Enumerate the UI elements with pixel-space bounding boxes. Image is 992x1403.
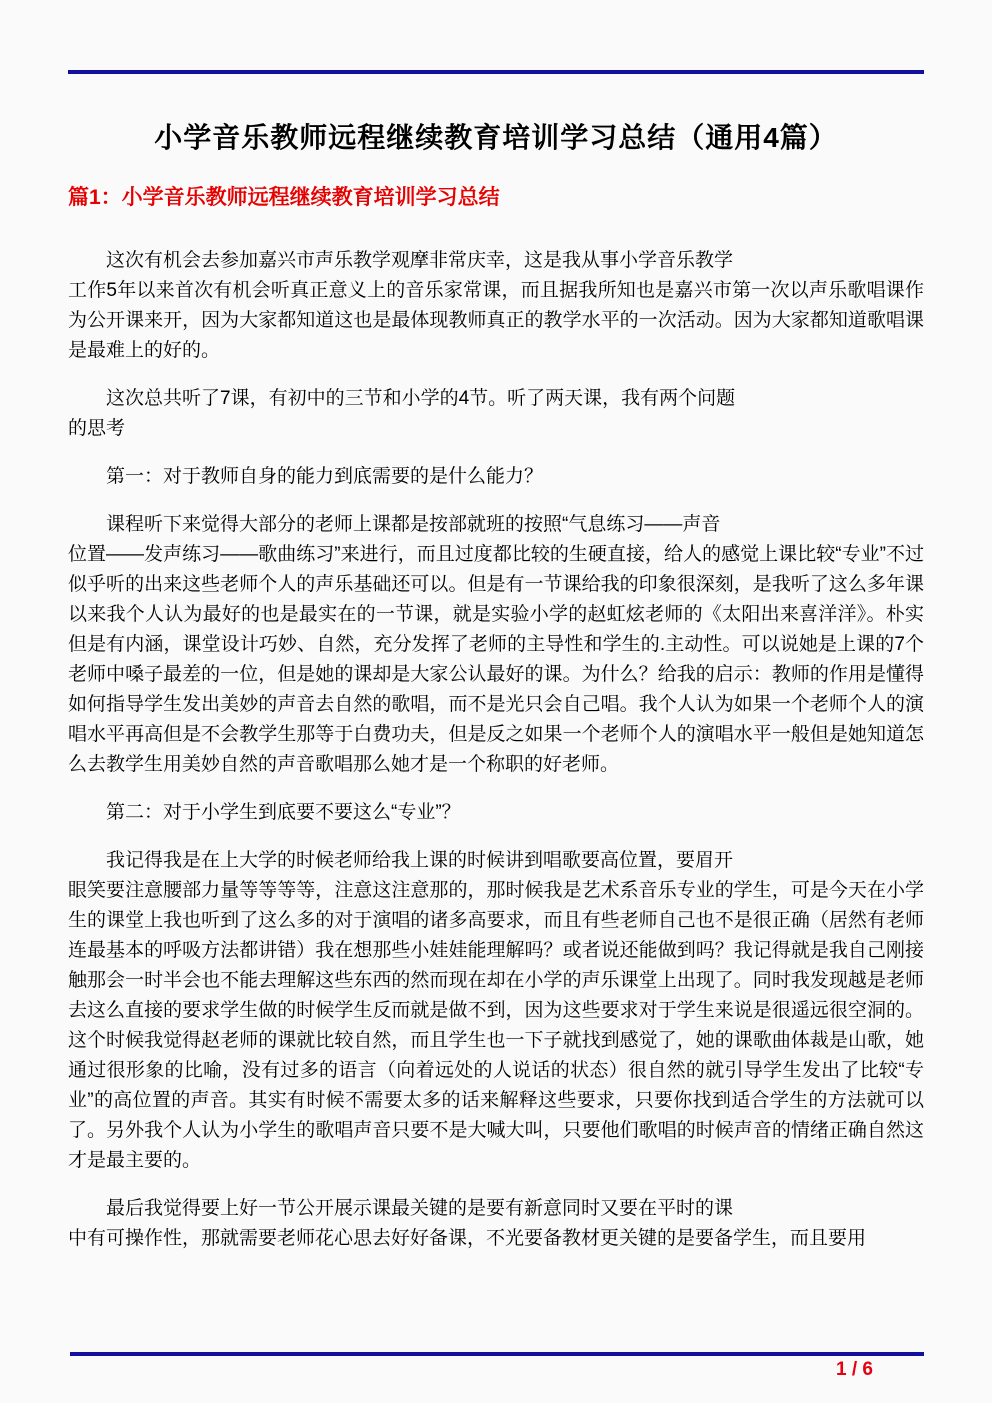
paragraph-rest: 中有可操作性，那就需要老师花心思去好好备课，不光要备教材更关键的是要备学生，而且要用 [68, 1228, 867, 1249]
paragraph-rest: 工作5年以来首次有机会听真正意义上的音乐家常课，而且据我所知也是嘉兴市第一次以声乐歌唱课作为公开课来开，因为大家都知道这也是最体现教师真正的教学水平的一次活动。因为大家都知道歌唱课是最难上的好的。 [68, 280, 924, 361]
paragraph [68, 462, 924, 492]
paragraph [68, 1194, 924, 1254]
paragraph-first-line: 我记得我是在上大学的时候老师给我上课的时候讲到唱歌要高位置，要眉开 [106, 850, 734, 871]
paragraph-first-line: 第一：对于教师自身的能力到底需要的是什么能力？ [106, 466, 544, 487]
document-content [68, 74, 924, 1272]
paragraph-first-line: 最后我觉得要上好一节公开展示课最关键的是要有新意同时又要在平时的课 [106, 1198, 734, 1219]
bottom-divider [70, 1352, 924, 1356]
paragraph-first-line: 这次总共听了7课，有初中的三节和小学的4节。听了两天课，我有两个问题 [106, 388, 736, 409]
paragraph [68, 798, 924, 828]
paragraph [68, 846, 924, 1176]
paragraph-first-line: 这次有机会去参加嘉兴市声乐教学观摩非常庆幸，这是我从事小学音乐教学 [106, 250, 734, 271]
paragraph-rest: 位置——发声练习——歌曲练习”来进行，而且过度都比较的生硬直接，给人的感觉上课比较“专业”不过似乎听的出来这些老师个人的声乐基础还可以。但是有一节课给我的印象很深刻，是我听了这么多年课以来我个人认为最好的也是最实在的一节课，就是实验小学的赵虹炫老师的《太阳出来喜洋洋》。朴实但是有内涵，课堂设计巧妙、自然，充分发挥了老师的主导性和学生的.主动性。可以说她是上课的7个老师中嗓子最差的一位，但是她的课却是大家公认最好的课。为什么？给我的启示：教师的作用是懂得如何指导学生发出美妙的声音去自然的歌唱，而不是光只会自己唱。我个人认为如果一个老师个人的演唱水平再高但是不会教学生那等于白费功夫，但是反之如果一个老师个人的演唱水平一般但是她知道怎么去教学生用美妙自然的声音歌唱那么她才是一个称职的好老师。 [68, 544, 924, 775]
paragraph-first-line: 课程听下来觉得大部分的老师上课都是按部就班的按照“气息练习——声音 [106, 514, 721, 535]
paragraph-rest: 的思考 [68, 418, 126, 439]
paragraph [68, 384, 924, 444]
body-text [68, 246, 924, 1254]
paragraph [68, 246, 924, 366]
paragraph-rest: 眼笑要注意腰部力量等等等等，注意这注意那的，那时候我是艺术系音乐专业的学生，可是今天在小学生的课堂上我也听到了这么多的对于演唱的诸多高要求，而且有些老师自己也不是很正确（居然有老师连最基本的呼吸方法都讲错）我在想那些小娃娃能理解吗？或者说还能做到吗？我记得就是我自己刚接触那会一时半会也不能去理解这些东西的然而现在却在小学的声乐课堂上出现了。同时我发现越是老师去这么直接的要求学生做的时候学生反而就是做不到，因为这些要求对于学生来说是很遥远很空洞的。这个时候我觉得赵老师的课就比较自然，而且学生也一下子就找到感觉了，她的课歌曲体裁是山歌，她通过很形象的比喻，没有过多的语言（向着远处的人说话的状态）很自然的就引导学生发出了比较“专业”的高位置的声音。其实有时候不需要太多的话来解释这些要求，只要你找到适合学生的方法就可以了。另外我个人认为小学生的歌唱声音只要不是大喊大叫，只要他们歌唱的时候声音的情绪正确自然这才是最主要的。 [68, 880, 924, 1171]
paragraph-first-line: 第二：对于小学生到底要不要这么“专业”？ [106, 802, 461, 823]
page-title: 小学音乐教师远程继续教育培训学习总结（通用4篇） [154, 122, 838, 153]
paragraph [68, 510, 924, 780]
section-heading: 篇1：小学音乐教师远程继续教育培训学习总结 [68, 186, 500, 209]
page-indicator: 1 / 6 [836, 1359, 873, 1380]
